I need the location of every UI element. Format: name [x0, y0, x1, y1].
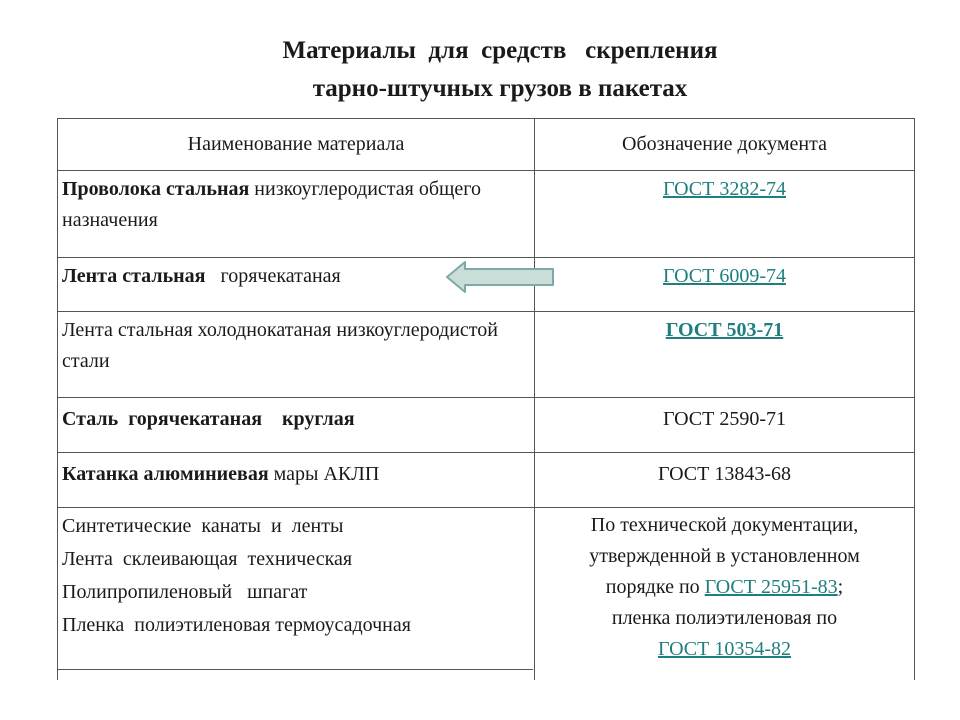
document-cell [535, 398, 915, 453]
doc-text-line: пленка полиэтиленовая по [611, 607, 838, 629]
table-bottom-border [57, 669, 533, 670]
gost-link[interactable]: ГОСТ 10354-82 [658, 638, 791, 660]
gost-link[interactable]: ГОСТ 6009-74 [663, 265, 786, 287]
material-cell [58, 312, 535, 398]
doc-text-line: По технической документации, [590, 514, 859, 536]
doc-text-suffix: ; [837, 576, 844, 598]
table-row [58, 312, 915, 398]
material-line: Полипропиленовый шпагат [62, 581, 308, 603]
doc-text-line [539, 634, 910, 665]
left-arrow-icon [445, 259, 557, 295]
document-cell [535, 508, 915, 681]
material-line: Пленка полиэтиленовая термоусадочная [62, 614, 411, 636]
table-row [58, 398, 915, 453]
table-row [58, 453, 915, 508]
gost-link[interactable]: ГОСТ 3282-74 [663, 178, 786, 200]
material-name-rest: мары АКЛП [268, 463, 380, 485]
document-cell [535, 312, 915, 398]
materials-table [57, 118, 915, 680]
table-row [58, 171, 915, 258]
material-name-bold: Проволока стальная [62, 178, 250, 200]
material-cell [58, 398, 535, 453]
table-row [58, 508, 915, 681]
header-document: Обозначение документа [535, 119, 915, 171]
material-cell [58, 508, 535, 681]
doc-text-prefix: порядке по [605, 576, 705, 598]
table-header-row [58, 119, 915, 171]
title-line-2: тарно-штучных грузов в пакетах [312, 75, 688, 102]
material-line: Лента склеивающая техническая [62, 548, 353, 570]
material-cell [58, 453, 535, 508]
header-material-name: Наименование материала [58, 119, 535, 171]
gost-text: ГОСТ 13843-68 [658, 463, 791, 485]
document-cell [535, 453, 915, 508]
material-name-rest: низкоуглеродистая общего назначения [62, 178, 481, 231]
material-name-rest: Лента стальная холоднокатаная низкоуглеродистой стали [62, 319, 498, 372]
doc-text-line: утвержденной в установленном [589, 545, 860, 567]
doc-text-line [539, 572, 910, 603]
material-name-bold: Катанка алюминиевая [62, 463, 269, 485]
document-cell [535, 258, 915, 312]
page-title [200, 32, 800, 108]
document-cell [535, 171, 915, 258]
material-name-rest: горячекатаная [205, 265, 341, 287]
material-name-bold: Сталь горячекатаная круглая [62, 408, 355, 430]
gost-link[interactable]: ГОСТ 25951-83 [704, 576, 838, 598]
material-line: Синтетические канаты и ленты [62, 515, 344, 537]
gost-link[interactable]: ГОСТ 503-71 [665, 319, 784, 341]
gost-text: ГОСТ 2590-71 [663, 408, 786, 430]
material-cell [58, 171, 535, 258]
material-name-bold: Лента стальная [62, 265, 206, 287]
title-line-1: Материалы для средств скрепления [282, 37, 718, 64]
